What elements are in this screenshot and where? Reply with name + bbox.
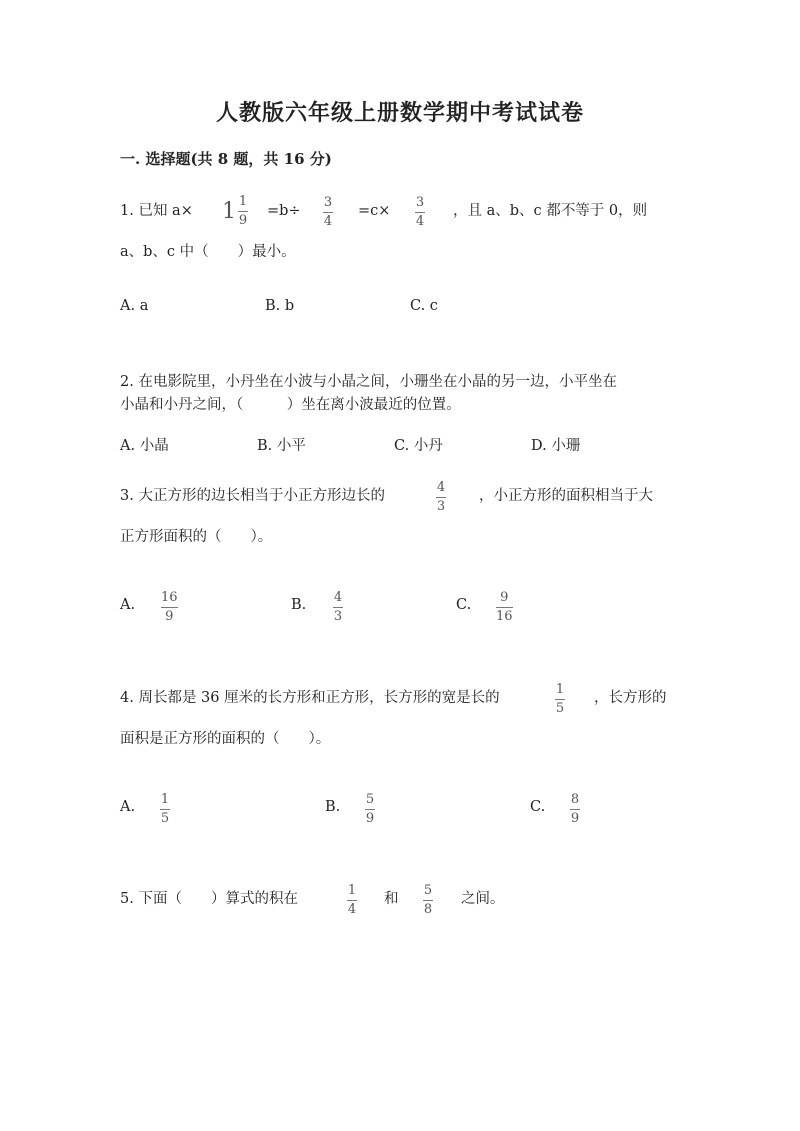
q1-option-b: B. b: [265, 298, 295, 314]
q4-fraction: [555, 682, 565, 716]
fraction-bar: [423, 900, 433, 901]
q4-text-line2: 面积是正方形的面积的（ ）。: [120, 731, 331, 747]
q4-text-part1: 4. 周长都是 36 厘米的长方形和正方形，长方形的宽是长的: [120, 690, 500, 706]
fraction-denominator: 9: [365, 811, 375, 826]
fraction-denominator: 16: [496, 609, 513, 624]
fraction-numerator: 8: [570, 792, 580, 807]
q1-text-part1: 1. 已知 a×: [120, 203, 193, 219]
q2-text-line2: 小晶和小丹之间，（ ）坐在离小波最近的位置。: [120, 397, 461, 413]
q4-text-part2: ，长方形的: [594, 690, 667, 706]
q2-option-a: A. 小晶: [120, 438, 169, 454]
q1-mixed-den: 9: [238, 213, 248, 228]
q1-f2-den: 4: [415, 214, 425, 229]
fraction-bar: [365, 809, 375, 810]
q3-option-a-fraction: [161, 590, 178, 624]
q1-f1-den: 4: [323, 214, 333, 229]
q4-option-a-fraction: [160, 792, 170, 826]
q4-option-b-label: B.: [325, 799, 341, 815]
q3-option-b-fraction: [333, 590, 343, 624]
q1-fraction-2: [415, 195, 425, 229]
q4-option-c-fraction: [570, 792, 580, 826]
q3-option-b-label: B.: [291, 597, 307, 613]
q5-f2-den: 8: [423, 902, 433, 917]
q3-option-c-label: C.: [456, 597, 472, 613]
fraction-bar: [323, 212, 333, 213]
q3-fraction: [436, 480, 446, 514]
q5-f1-den: 4: [347, 902, 357, 917]
fraction-bar: [570, 809, 580, 810]
q3-text-line2: 正方形面积的（ ）。: [120, 529, 273, 545]
q3-text-part2: ，小正方形的面积相当于大: [479, 488, 653, 504]
q1-option-a: A. a: [120, 298, 149, 314]
fraction-denominator: 5: [160, 811, 170, 826]
fraction-numerator: 9: [500, 590, 509, 605]
fraction-bar: [160, 809, 170, 810]
fraction-bar: [496, 607, 513, 608]
q1-fraction-1: [323, 195, 333, 229]
q1-text-part4: ，且 a、b、c 都不等于 0，则: [453, 203, 648, 219]
q2-option-c: C. 小丹: [394, 438, 443, 454]
fraction-bar: [347, 900, 357, 901]
q1-f2-num: 3: [415, 195, 425, 210]
fraction-bar: [238, 211, 248, 212]
fraction-numerator: 5: [365, 792, 375, 807]
q3-text-part1: 3. 大正方形的边长相当于小正方形边长的: [120, 488, 385, 504]
q2-option-b: B. 小平: [257, 438, 306, 454]
fraction-numerator: 1: [160, 792, 170, 807]
fraction-denominator: 3: [333, 609, 343, 624]
q4-f-den: 5: [555, 701, 565, 716]
fraction-bar: [415, 212, 425, 213]
q2-text-line1: 2. 在电影院里，小丹坐在小波与小晶之间，小珊坐在小晶的另一边，小平坐在: [120, 374, 617, 390]
q2-option-d: D. 小珊: [531, 438, 581, 454]
q5-f1-num: 1: [347, 883, 357, 898]
q3-f-den: 3: [436, 499, 446, 514]
q3-f-num: 4: [436, 480, 446, 495]
q1-text-line2: a、b、c 中（ ）最小。: [120, 244, 296, 260]
fraction-denominator: 9: [165, 609, 174, 624]
q3-option-c-fraction: [496, 590, 513, 624]
q5-text-part2: 和: [384, 891, 399, 907]
q5-fraction-1: [347, 883, 357, 917]
q1-option-c: C. c: [410, 298, 438, 314]
exam-title: 人教版六年级上册数学期中考试试卷: [215, 100, 584, 126]
q1-mixed-whole: 1: [222, 198, 236, 224]
q1-mixed-fraction: [222, 194, 248, 228]
q4-option-a-label: A.: [120, 799, 136, 815]
q1-mixed-frac: [238, 194, 248, 228]
fraction-numerator: 4: [333, 590, 343, 605]
q5-f2-num: 5: [423, 883, 433, 898]
q5-text-part1: 5. 下面（ ）算式的积在: [120, 891, 298, 907]
q1-f1-num: 3: [323, 195, 333, 210]
q3-option-a-label: A.: [120, 597, 136, 613]
q4-option-c-label: C.: [530, 799, 546, 815]
q5-fraction-2: [423, 883, 433, 917]
fraction-bar: [436, 497, 446, 498]
q5-text-part3: 之间。: [461, 891, 505, 907]
fraction-denominator: 9: [570, 811, 580, 826]
fraction-numerator: 16: [161, 590, 178, 605]
q4-f-num: 1: [555, 682, 565, 697]
fraction-bar: [161, 607, 178, 608]
q4-option-b-fraction: [365, 792, 375, 826]
fraction-bar: [333, 607, 343, 608]
fraction-bar: [555, 699, 565, 700]
q1-text-part2: =b÷: [267, 203, 301, 219]
q1-text-part3: =c×: [358, 203, 391, 219]
section-heading: 一. 选择题(共 8 题，共 16 分): [120, 150, 332, 168]
q1-mixed-num: 1: [238, 194, 248, 209]
